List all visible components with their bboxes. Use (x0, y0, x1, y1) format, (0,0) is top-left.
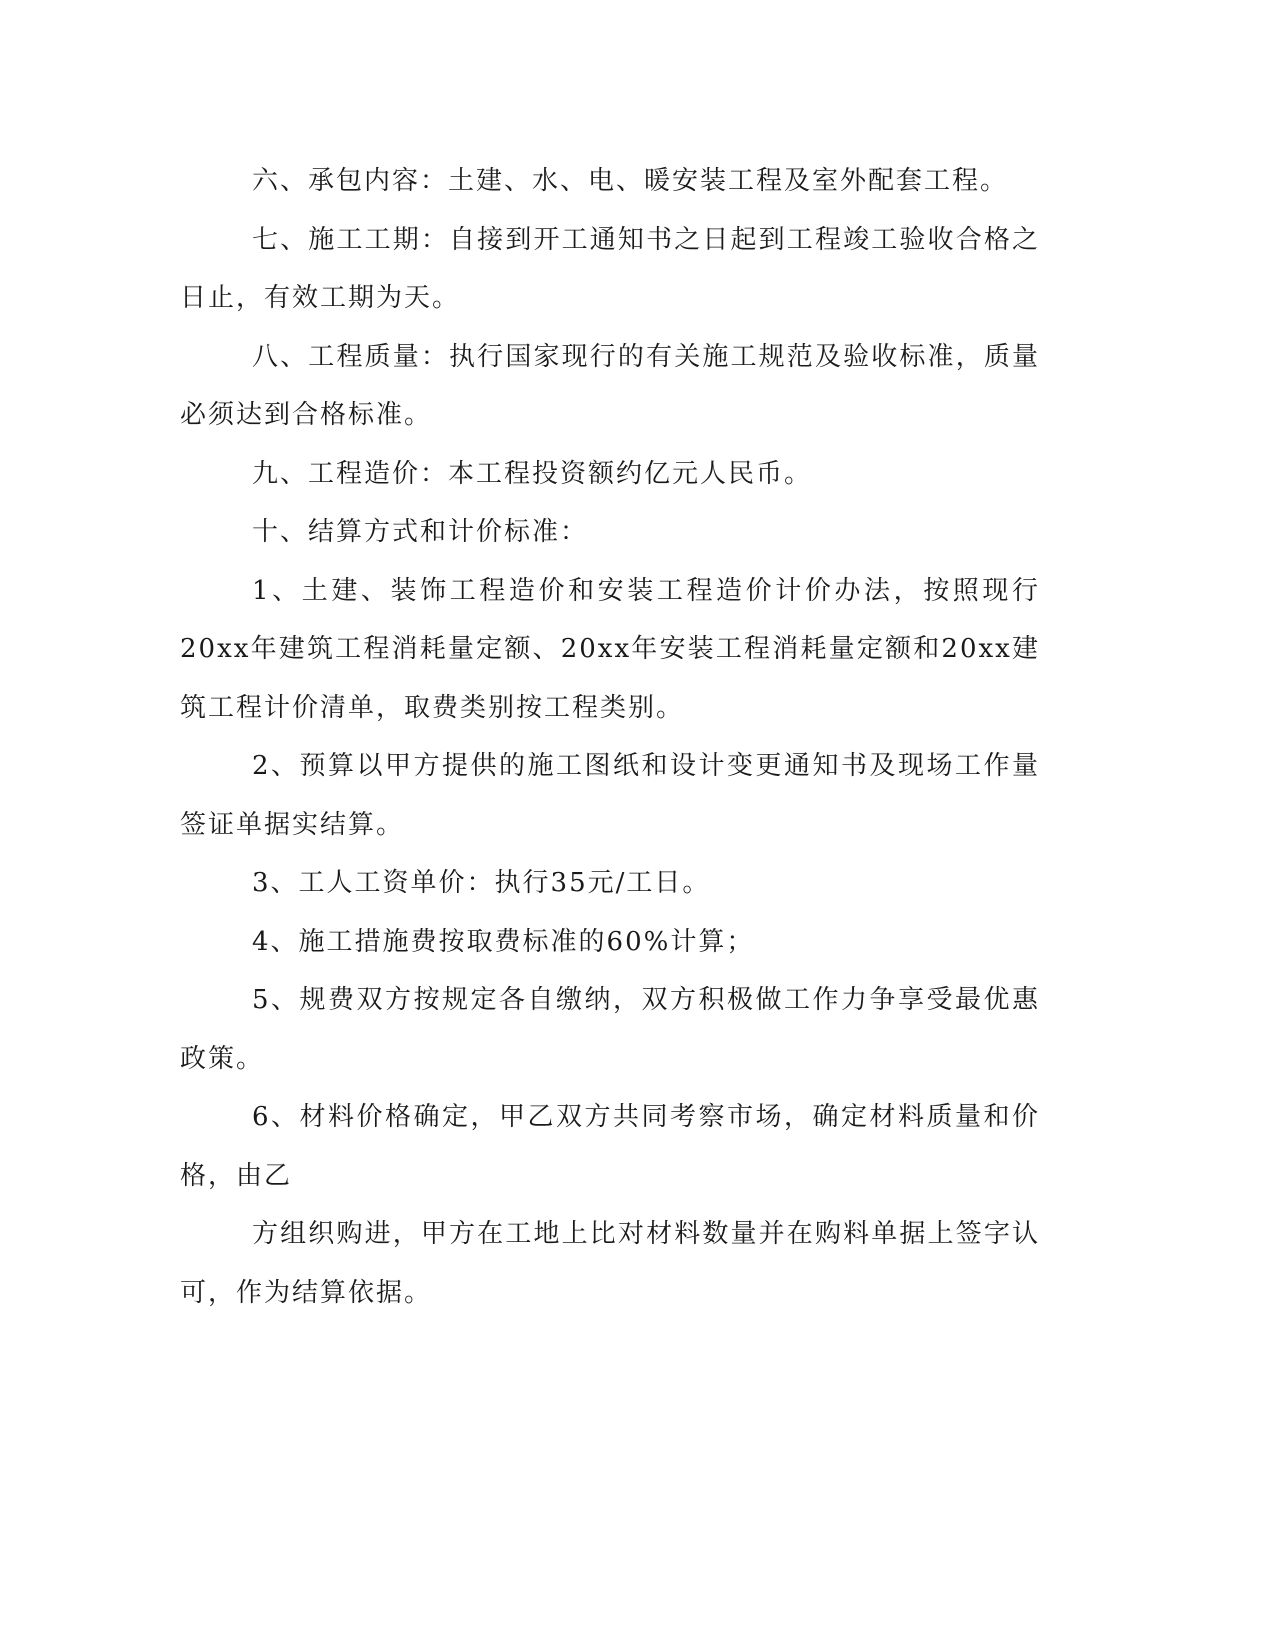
paragraph-item-4: 4、施工措施费按取费标准的60%计算； (252, 926, 755, 957)
paragraph-item-1: 1、土建、装饰工程造价和安装工程造价计价办法，按照现行20xx年建筑工程消耗量定额、20xx年安装工程消耗量定额和20xx建筑工程计价清单，取费类别按工程类别。 (180, 575, 1040, 723)
paragraph-construction-period: 七、施工工期：自接到开工通知书之日起到工程竣工验收合格之日止，有效工期为天。 (180, 224, 1040, 313)
paragraph-item-6-continued: 方组织购进，甲方在工地上比对材料数量并在购料单据上签字认可，作为结算依据。 (180, 1219, 1040, 1308)
paragraph-contract-scope: 六、承包内容：土建、水、电、暖安装工程及室外配套工程。 (252, 166, 1009, 196)
paragraph-item-6: 6、材料价格确定，甲乙双方共同考察市场，确定材料质量和价格，由乙 (180, 1102, 1040, 1191)
paragraph-quality: 八、工程质量：执行国家现行的有关施工规范及验收标准，质量必须达到合格标准。 (180, 341, 1040, 430)
paragraph-item-5: 5、规费双方按规定各自缴纳，双方积极做工作力争享受最优惠政策。 (180, 985, 1040, 1074)
paragraph-item-3: 3、工人工资单价：执行35元/工日。 (252, 868, 711, 898)
paragraph-item-2: 2、预算以甲方提供的施工图纸和设计变更通知书及现场工作量签证单据实结算。 (180, 751, 1040, 840)
paragraph-cost: 九、工程造价：本工程投资额约亿元人民币。 (252, 458, 813, 489)
paragraph-settlement-heading: 十、结算方式和计价标准： (252, 517, 589, 547)
document-body (180, 152, 1040, 1322)
